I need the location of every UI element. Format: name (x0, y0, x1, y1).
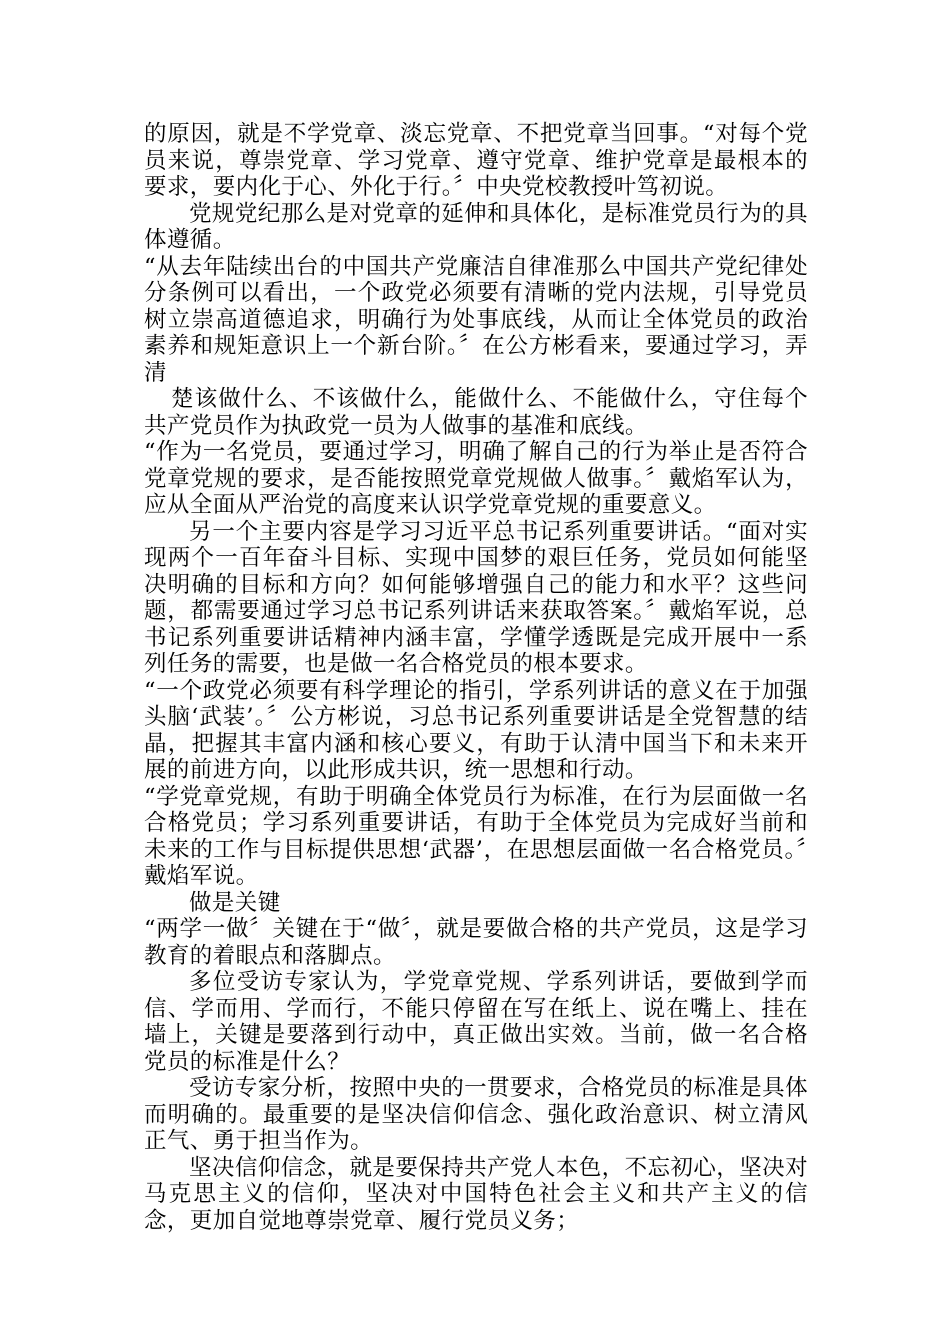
paragraph-5: “作为一名党员，要通过学习，明确了解自己的行为举止是否符合党章党规的要求，是否能按照党章党规做人做事。〞戴焰军认为，应从全面从严治党的高度来认识学党章党规的重要意义。 (144, 439, 808, 518)
paragraph-4: 楚该做什么、不该做什么，能做什么、不能做什么，守住每个共产党员作为执政党一员为人做事的基准和底线。 (144, 386, 808, 439)
paragraph-6: 另一个主要内容是学习习近平总书记系列重要讲话。“面对实现两个一百年奋斗目标、实现中国梦的艰巨任务，党员如何能坚决明确的目标和方向？如何能够增强自己的能力和水平？这些问题，都需要通过学习总书记系列讲话来获取答案。〞戴焰军说，总书记系列重要讲话精神内涵丰富，学懂学透既是完成开展中一系列任务的需要，也是做一名合格党员的根本要求。 (144, 518, 808, 677)
paragraph-12: 受访专家分析，按照中央的一贯要求，合格党员的标准是具体而明确的。最重要的是坚决信仰信念、强化政治意识、树立清风正气、勇于担当作为。 (144, 1075, 808, 1154)
paragraph-3: “从去年陆续出台的中国共产党廉洁自律准那么中国共产党纪律处分条例可以看出，一个政党必须要有清晰的党内法规，引导党员树立崇高道德追求，明确行为处事底线，从而让全体党员的政治素养和规矩意识上一个新台阶。〞在公方彬看来，要通过学习，弄清 (144, 253, 808, 386)
paragraph-11: 多位受访专家认为，学党章党规、学系列讲话，要做到学而信、学而用、学而行，不能只停留在写在纸上、说在嘴上、挂在墙上，关键是要落到行动中，真正做出实效。当前，做一名合格党员的标准是什么？ (144, 969, 808, 1075)
paragraph-13: 坚决信仰信念，就是要保持共产党人本色，不忘初心，坚决对马克思主义的信仰，坚决对中国特色社会主义和共产主义的信念，更加自觉地尊崇党章、履行党员义务； (144, 1154, 808, 1234)
document-body (144, 121, 808, 1234)
paragraph-1: 的原因，就是不学党章、淡忘党章、不把党章当回事。“对每个党员来说，尊崇党章、学习党章、遵守党章、维护党章是最根本的要求，要内化于心、外化于行。〞中央党校教授叶笃初说。 (144, 121, 808, 200)
section-heading: 做是关键 (189, 889, 281, 916)
paragraph-7: “一个政党必须要有科学理论的指引，学系列讲话的意义在于加强头脑‘武装’。〞公方彬说，习总书记系列重要讲话是全党智慧的结晶，把握其丰富内涵和核心要义，有助于认清中国当下和未来开展的前进方向，以此形成共识，统一思想和行动。 (144, 677, 808, 783)
paragraph-8: “学党章党规，有助于明确全体党员行为标准，在行为层面做一名合格党员；学习系列重要讲话，有助于全体党员为完成好当前和未来的工作与目标提供思想‘武器’，在思想层面做一名合格党员。〞戴焰军说。 (144, 783, 808, 889)
paragraph-2: 党规党纪那么是对党章的延伸和具体化，是标准党员行为的具体遵循。 (144, 200, 808, 253)
paragraph-10: “两学一做〞关键在于“做〞，就是要做合格的共产党员，这是学习教育的着眼点和落脚点。 (144, 916, 808, 969)
